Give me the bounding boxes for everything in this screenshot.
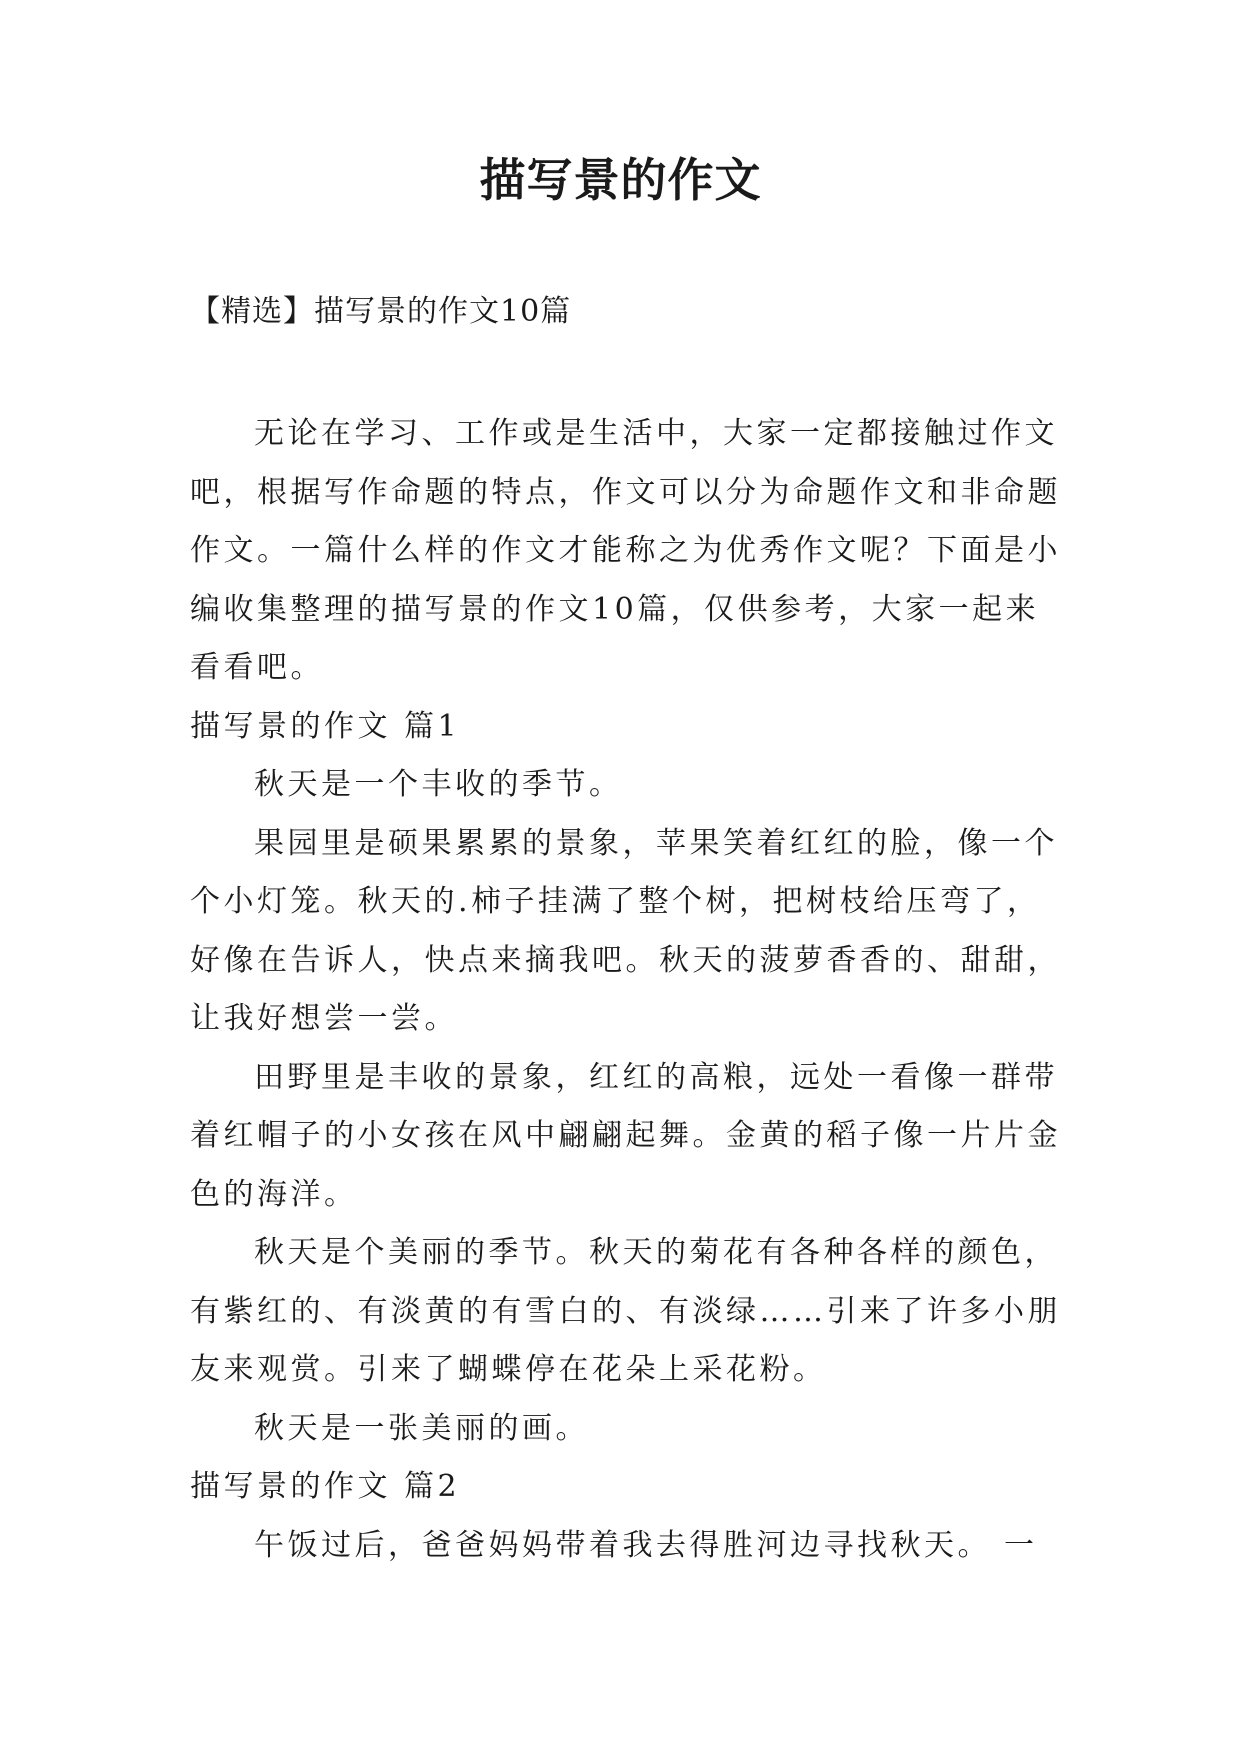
body-paragraph: 秋天是个美丽的季节。秋天的菊花有各种各样的颜色，有紫红的、有淡黄的有雪白的、有淡绿……引来了许多小朋友来观赏。引来了蝴蝶停在花朵上采花粉。 xyxy=(190,1235,1061,1387)
document-body xyxy=(190,405,1070,1575)
section-heading: 描写景的作文 篇2 xyxy=(190,1469,461,1504)
section-heading: 描写景的作文 篇1 xyxy=(190,708,461,744)
body-paragraph: 秋天是一个丰收的季节。 xyxy=(254,767,623,802)
body-paragraph: 秋天是一张美丽的画。 xyxy=(254,1410,589,1446)
body-paragraph: 田野里是丰收的景象，红红的高粮，远处一看像一群带着红帽子的小女孩在风中翩翩起舞。金黄的稻子像一片片金色的海洋。 xyxy=(190,1059,1061,1212)
intro-paragraph: 无论在学习、工作或是生活中，大家一定都接触过作文吧，根据写作命题的特点，作文可以分为命题作文和非命题作文。一篇什么样的作文才能称之为优秀作文呢？下面是小编收集整理的描写景的作文10篇，仅供参考，大家一起来看看吧。 xyxy=(190,416,1061,685)
body-paragraph: 午饭过后，爸爸妈妈带着我去得胜河边寻找秋天。 一 xyxy=(254,1527,1038,1563)
document-subtitle: 【精选】描写景的作文10篇 xyxy=(190,294,572,329)
body-paragraph: 果园里是硕果累累的景象，苹果笑着红红的脸，像一个个小灯笼。秋天的.柿子挂满了整个树，把树枝给压弯了，好像在告诉人，快点来摘我吧。秋天的菠萝香香的、甜甜，让我好想尝一尝。 xyxy=(190,825,1061,1036)
document-title: 描写景的作文 xyxy=(479,153,762,207)
